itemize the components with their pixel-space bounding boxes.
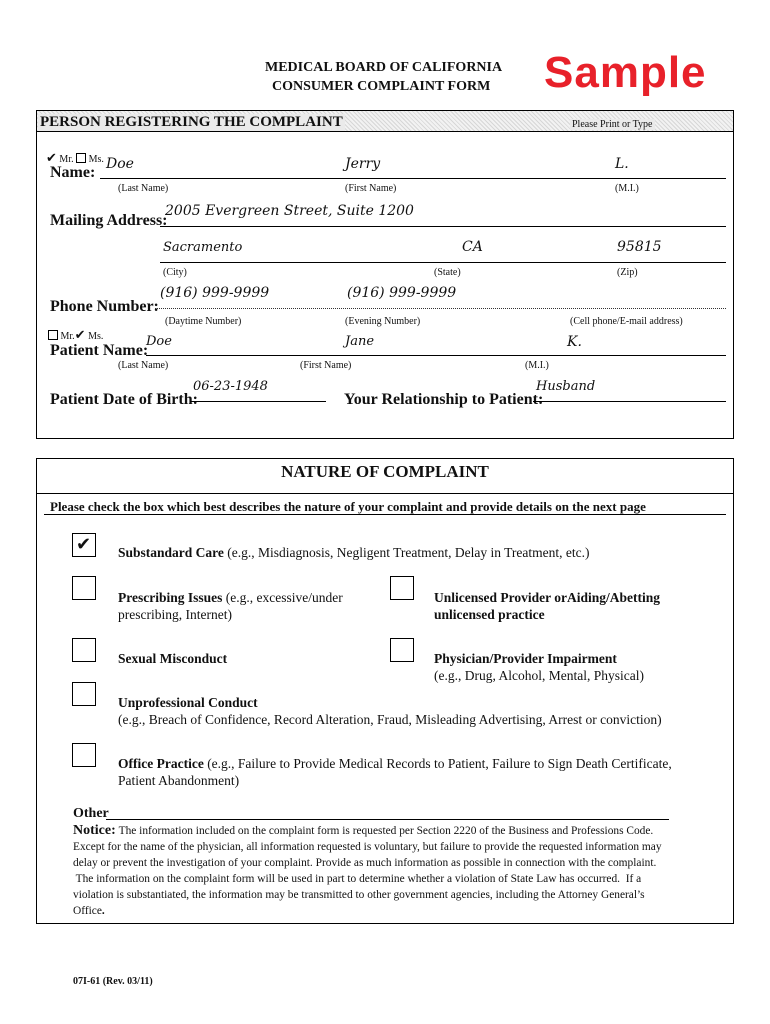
notice-line-5: violation is substantiated, the information may be transmitted to other government agencies, including the Attorney General’s	[73, 889, 645, 901]
unlicensed-provider-title: Unlicensed Provider orAiding/Abetting	[434, 590, 661, 605]
substandard-care-checkbox[interactable]	[72, 533, 96, 557]
nature-section-title: NATURE OF COMPLAINT	[281, 462, 489, 481]
sexual-misconduct-title: Sexual Misconduct	[118, 651, 228, 666]
office-practice-option	[118, 755, 672, 789]
day-phone-caption: (Daytime Number)	[165, 316, 242, 327]
patient-last-name-value[interactable]: Doe	[146, 334, 172, 349]
name-line	[100, 178, 726, 179]
street-value[interactable]: 2005 Evergreen Street, Suite 1200	[165, 203, 414, 219]
zip-caption: (Zip)	[617, 267, 638, 278]
dob-line	[190, 401, 326, 402]
form-title: CONSUMER COMPLAINT FORM	[272, 79, 491, 94]
substandard-care-detail: (e.g., Misdiagnosis, Negligent Treatment, Delay in Treatment, etc.)	[223, 545, 590, 560]
patient-name-label: Patient Name:	[50, 342, 149, 359]
street-line	[160, 226, 726, 227]
phone-line	[155, 308, 726, 309]
city-line	[160, 262, 726, 263]
first-name-value[interactable]: Jerry	[345, 156, 381, 172]
zip-value[interactable]: 95815	[617, 239, 662, 255]
mailing-address-label: Mailing Address:	[50, 212, 168, 229]
registrant-section-title: PERSON REGISTERING THE COMPLAINT	[40, 114, 343, 130]
nature-instruction: Please check the box which best describes the nature of your complaint and provide details on the next page	[50, 499, 646, 514]
state-value[interactable]: CA	[462, 239, 483, 255]
ms-label: Ms.	[88, 154, 104, 165]
substandard-care-option	[118, 544, 589, 561]
city-caption: (City)	[163, 267, 187, 278]
first-name-caption: (First Name)	[345, 183, 397, 194]
mr-checkbox[interactable]: ✔	[46, 150, 57, 165]
impairment-title: Physician/Provider Impairment	[434, 651, 617, 666]
sample-watermark: Sample	[544, 48, 707, 97]
patient-ms-label: Ms.	[88, 331, 104, 342]
last-name-caption: (Last Name)	[118, 183, 169, 194]
office-practice-title: Office Practice	[118, 756, 204, 771]
city-value[interactable]: Sacramento	[163, 240, 243, 255]
prescribing-issues-detail-2: prescribing, Internet)	[118, 607, 232, 622]
patient-salutation	[48, 327, 103, 343]
prescribing-issues-detail: (e.g., excessive/under	[222, 590, 343, 605]
impairment-checkbox[interactable]	[390, 638, 414, 662]
evening-phone-value[interactable]: (916) 999-9999	[347, 285, 457, 301]
patient-mi-caption: (M.I.)	[525, 360, 549, 371]
impairment-option	[434, 650, 644, 684]
notice-label: Notice:	[73, 823, 116, 838]
prescribing-issues-option	[118, 589, 343, 623]
unprofessional-conduct-checkbox[interactable]	[72, 682, 96, 706]
unlicensed-provider-option	[434, 589, 660, 623]
other-label: Other	[73, 806, 109, 821]
unprofessional-conduct-option	[118, 694, 662, 728]
prescribing-issues-title: Prescribing Issues	[118, 590, 223, 605]
notice-line-4: The information on the complaint form will be used in part to determine whether a violation of State Law has occurred. If a	[73, 873, 642, 885]
patient-ms-checkbox[interactable]: ✔	[74, 327, 86, 342]
unlicensed-provider-checkbox[interactable]	[390, 576, 414, 600]
dob-value[interactable]: 06-23-1948	[193, 379, 268, 394]
state-caption: (State)	[434, 267, 461, 278]
patient-first-caption: (First Name)	[300, 360, 352, 371]
notice-end-period: .	[101, 905, 105, 917]
impairment-detail: (e.g., Drug, Alcohol, Mental, Physical)	[434, 668, 644, 683]
ms-checkbox[interactable]	[76, 153, 86, 163]
relationship-value[interactable]: Husband	[536, 379, 596, 394]
form-number: 07I-61 (Rev. 03/11)	[73, 976, 153, 987]
print-note: Please Print or Type	[572, 119, 653, 130]
check-mark-icon: ✔	[76, 534, 92, 554]
cell-caption: (Cell phone/E-mail address)	[570, 316, 683, 327]
notice-line-2: Except for the name of the physician, all information requested is voluntary, but failure to provide the requested information may	[73, 841, 662, 853]
unlicensed-provider-detail: unlicensed practice	[434, 607, 545, 622]
patient-first-name-value[interactable]: Jane	[345, 334, 375, 349]
office-practice-checkbox[interactable]	[72, 743, 96, 767]
unprofessional-conduct-title: Unprofessional Conduct	[118, 695, 258, 710]
relationship-label: Your Relationship to Patient:	[344, 391, 544, 408]
phone-label: Phone Number:	[50, 298, 159, 315]
patient-name-line	[146, 355, 726, 356]
relationship-line	[533, 401, 726, 402]
evening-phone-caption: (Evening Number)	[345, 316, 421, 327]
middle-initial-value[interactable]: L.	[615, 156, 629, 172]
office-practice-detail-2: Patient Abandonment)	[118, 773, 240, 788]
instruction-underline	[44, 514, 726, 515]
nature-title-divider	[36, 493, 734, 494]
form-agency-title: MEDICAL BOARD OF CALIFORNIA	[265, 60, 503, 75]
substandard-care-title: Substandard Care	[118, 545, 224, 560]
notice-line-3: delay or prevent the investigation of your complaint. Provide as much information as possible in connection with the complaint.	[73, 857, 657, 869]
notice-line-1: The information included on the complaint form is requested per Section 2220 of the Business and Professions Code.	[118, 825, 654, 837]
day-phone-value[interactable]: (916) 999-9999	[160, 285, 270, 301]
prescribing-issues-checkbox[interactable]	[72, 576, 96, 600]
sexual-misconduct-checkbox[interactable]	[72, 638, 96, 662]
unprofessional-conduct-detail: (e.g., Breach of Confidence, Record Alteration, Fraud, Misleading Advertising, Arrest or conviction)	[118, 712, 662, 727]
patient-mr-label: Mr.	[60, 331, 75, 342]
other-input-line[interactable]	[106, 819, 669, 820]
patient-last-caption: (Last Name)	[118, 360, 169, 371]
name-label: Name:	[50, 164, 96, 181]
last-name-value[interactable]: Doe	[106, 156, 134, 172]
notice-block	[73, 823, 713, 919]
dob-label: Patient Date of Birth:	[50, 391, 198, 408]
patient-mi-value[interactable]: K.	[567, 334, 582, 350]
office-practice-detail: (e.g., Failure to Provide Medical Records to Patient, Failure to Sign Death Certificate,	[203, 756, 672, 771]
notice-line-6: Office	[73, 905, 102, 917]
sexual-misconduct-option	[118, 650, 227, 667]
mr-label: Mr.	[59, 154, 74, 165]
mi-caption: (M.I.)	[615, 183, 639, 194]
patient-mr-checkbox[interactable]	[48, 330, 58, 340]
